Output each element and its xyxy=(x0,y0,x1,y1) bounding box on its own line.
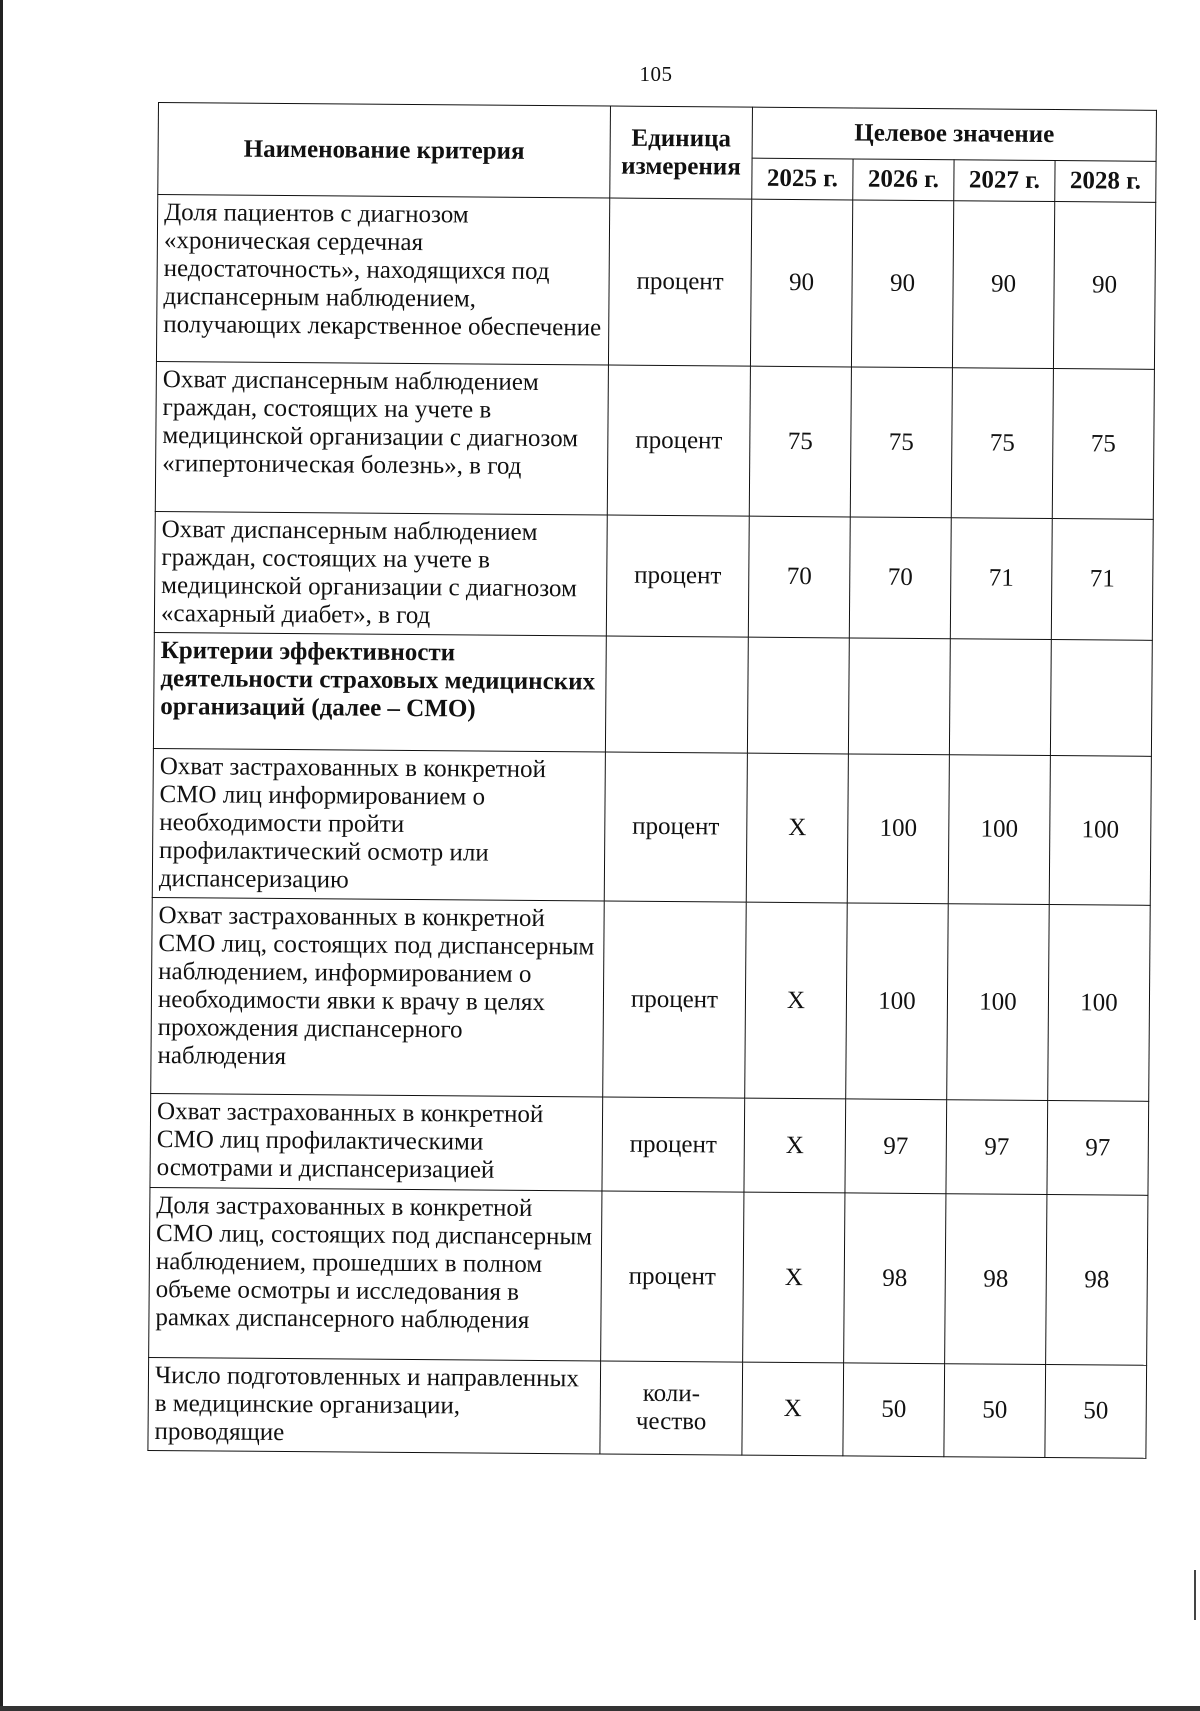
row-value-2028: 50 xyxy=(1045,1365,1147,1459)
row-value-2028: 71 xyxy=(1051,519,1153,641)
row-value-2027: 90 xyxy=(952,201,1054,369)
row-value-2025: 70 xyxy=(748,516,850,638)
header-criterion: Наименование критерия xyxy=(158,103,611,199)
row-criterion-name: Охват застрахованных в конкретной СМО лиц информированием о необходимости пройти профилактический осмотр или диспансеризацию xyxy=(152,748,605,901)
row-value-2025: 75 xyxy=(749,366,851,517)
row-value-2025: X xyxy=(745,902,848,1099)
criteria-table xyxy=(147,102,1157,1459)
row-value-2026: 97 xyxy=(845,1099,947,1194)
row-value-2026: 100 xyxy=(846,903,949,1100)
row-value-2025: X xyxy=(746,753,848,903)
page-number: 105 xyxy=(639,62,673,86)
row-value-2028: 75 xyxy=(1052,369,1154,520)
row-value-2028: 98 xyxy=(1046,1195,1148,1366)
table-row xyxy=(154,511,1153,640)
row-value-2027: 97 xyxy=(946,1100,1048,1195)
row-unit: процент xyxy=(602,1097,745,1192)
row-unit xyxy=(605,636,748,753)
row-unit: коли-чество xyxy=(600,1361,743,1455)
row-value-2026: 75 xyxy=(850,367,952,518)
header-year-2025: 2025 г. xyxy=(752,158,853,200)
table-row xyxy=(156,195,1155,370)
row-value-2027: 98 xyxy=(945,1194,1047,1365)
row-value-2027: 100 xyxy=(947,904,1050,1101)
header-unit: Единица измерения xyxy=(610,106,753,199)
row-value-2025 xyxy=(747,637,849,754)
table-row xyxy=(152,748,1151,905)
row-value-2026: 70 xyxy=(849,517,951,639)
scan-edge-left xyxy=(0,0,3,1711)
row-criterion-name: Число подготовленных и направленных в медицинские организации, проводящие xyxy=(148,1357,601,1454)
row-value-2028: 100 xyxy=(1048,905,1151,1102)
table-body xyxy=(148,195,1156,1459)
table-row xyxy=(155,361,1154,519)
row-value-2025: X xyxy=(742,1362,844,1456)
scan-edge-bottom xyxy=(0,1706,1200,1711)
scan-mark-right xyxy=(1194,1570,1196,1620)
row-unit: процент xyxy=(607,365,750,516)
row-value-2027: 50 xyxy=(944,1364,1046,1458)
row-value-2025: 90 xyxy=(750,199,852,367)
row-value-2028 xyxy=(1050,640,1152,757)
row-value-2026: 100 xyxy=(847,754,949,904)
row-criterion-name: Охват застрахованных в конкретной СМО лиц профилактическими осмотрами и диспансеризацией xyxy=(150,1093,603,1191)
row-value-2026: 50 xyxy=(843,1363,945,1457)
row-unit: процент xyxy=(604,752,747,902)
row-criterion-name: Доля застрахованных в конкретной СМО лиц, состоящих под диспансерным наблюдением, прошедших в полном объеме осмотры и исследования в рамках диспансерного наблюдения xyxy=(149,1187,602,1361)
row-value-2028: 100 xyxy=(1049,756,1151,906)
row-unit: процент xyxy=(603,901,747,1098)
row-value-2028: 90 xyxy=(1053,202,1155,370)
criteria-table-wrapper xyxy=(147,102,1156,1459)
row-criterion-name: Доля пациентов с диагнозом «хроническая сердечная недостаточность», находящихся под диспансерным наблюдением, получающих лекарственное обеспечение xyxy=(156,195,609,366)
row-value-2027: 71 xyxy=(950,518,1052,640)
row-value-2026 xyxy=(848,638,950,755)
table-row xyxy=(148,1357,1147,1458)
row-value-2025: X xyxy=(743,1192,845,1363)
row-value-2026: 90 xyxy=(851,200,953,368)
row-unit: процент xyxy=(601,1191,744,1362)
row-value-2027: 100 xyxy=(948,755,1050,905)
header-target-value: Целевое значение xyxy=(752,107,1156,161)
row-criterion-name: Охват диспансерным наблюдением граждан, состоящих на учете в медицинской организации с диагнозом «гипертоническая болезнь», в год xyxy=(155,361,608,515)
table-row xyxy=(153,632,1152,756)
row-value-2025: X xyxy=(744,1098,846,1193)
table-row xyxy=(151,897,1151,1101)
row-criterion-name: Охват застрахованных в конкретной СМО лиц, состоящих под диспансерным наблюдением, информированием о необходимости явки к врачу в целях прохождения диспансерного наблюдения xyxy=(151,897,605,1097)
header-year-2028: 2028 г. xyxy=(1055,161,1156,203)
row-unit: процент xyxy=(606,515,749,637)
header-year-2027: 2027 г. xyxy=(954,160,1055,202)
header-year-2026: 2026 г. xyxy=(853,159,954,201)
row-unit: процент xyxy=(608,198,751,366)
table-row xyxy=(149,1187,1148,1365)
row-criterion-name: Охват диспансерным наблюдением граждан, состоящих на учете в медицинской организации с диагнозом «сахарный диабет», в год xyxy=(154,511,607,636)
row-criterion-name: Критерии эффективности деятельности страховых медицинских организаций (далее – СМО) xyxy=(153,632,606,752)
table-row xyxy=(150,1093,1149,1195)
row-value-2027 xyxy=(949,639,1051,756)
row-value-2026: 98 xyxy=(844,1193,946,1364)
row-value-2028: 97 xyxy=(1047,1101,1149,1196)
row-value-2027: 75 xyxy=(951,368,1053,519)
